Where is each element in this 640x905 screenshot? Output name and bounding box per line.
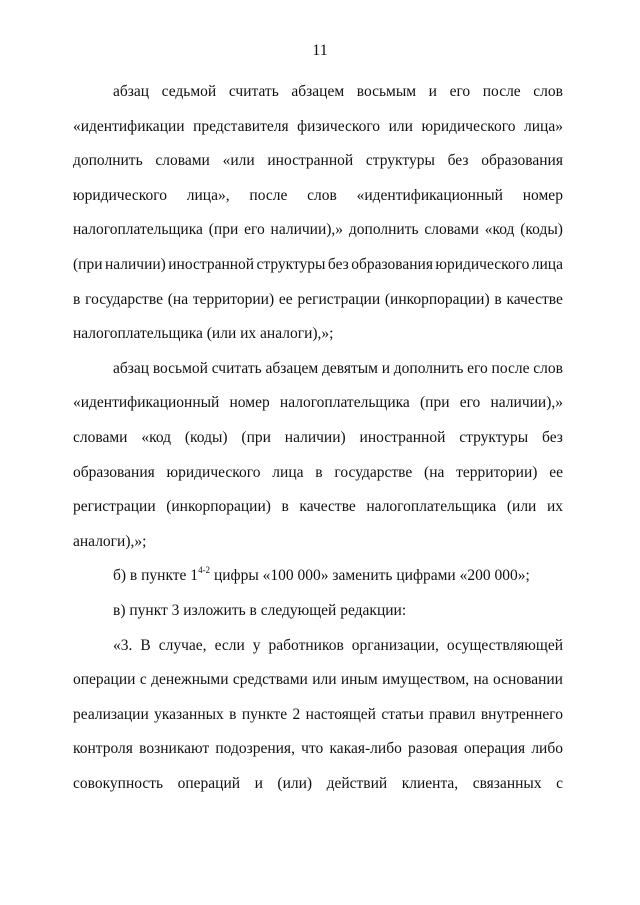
word: разовая xyxy=(408,740,458,758)
document-body xyxy=(73,82,563,808)
word: в xyxy=(494,290,502,308)
word: налогоплательщика xyxy=(279,394,410,412)
word: связанных xyxy=(472,774,542,792)
word: «код xyxy=(484,221,515,239)
text-line: налогоплательщика (или их аналоги),»; xyxy=(73,325,334,343)
text-line xyxy=(73,566,563,601)
word: государстве xyxy=(85,290,163,308)
word: словами xyxy=(73,428,128,446)
word: в xyxy=(73,290,81,308)
text-line xyxy=(73,151,563,186)
word: иностранной xyxy=(359,428,446,446)
word: имуществом, xyxy=(382,671,470,689)
word: структуры xyxy=(459,428,529,446)
word: случае, xyxy=(158,636,207,654)
word: наличии),» xyxy=(490,394,563,412)
word: слов xyxy=(533,83,563,100)
word: образования xyxy=(351,255,433,273)
word: без xyxy=(447,152,469,170)
word: в xyxy=(281,498,289,516)
text-line xyxy=(73,117,563,152)
word: и xyxy=(381,359,391,377)
word: (коды) xyxy=(184,428,228,446)
text-line xyxy=(73,220,563,255)
word: с xyxy=(556,774,563,792)
superscript: 4-2 xyxy=(198,565,211,576)
word: (при xyxy=(419,394,450,412)
page-number: 11 xyxy=(312,42,328,59)
word: что xyxy=(301,740,324,758)
word: представителя xyxy=(193,117,289,135)
text-line xyxy=(73,670,563,705)
word: территории) xyxy=(456,463,538,481)
word: без xyxy=(327,255,349,273)
word: средствами xyxy=(232,671,308,689)
word: территории) xyxy=(192,290,275,308)
word: седьмой xyxy=(161,83,217,100)
word: иностранной xyxy=(267,152,354,170)
word: статьи xyxy=(381,705,424,723)
text-after-superscript: цифры «100 000» заменить цифрами «200 000»; xyxy=(210,567,530,585)
word: наличии) xyxy=(284,428,346,446)
text-line xyxy=(73,428,563,463)
word: юридического xyxy=(166,463,261,481)
word: юридического xyxy=(73,186,167,204)
paragraph xyxy=(73,636,563,809)
word: его xyxy=(244,221,265,239)
word: дополнить xyxy=(393,359,464,377)
word: денежными xyxy=(151,671,229,689)
word: наличии),» xyxy=(270,221,344,239)
word: «идентификационный xyxy=(356,186,503,204)
word: в xyxy=(229,705,237,723)
word: образования xyxy=(73,463,155,481)
word: считать xyxy=(228,83,279,100)
word: «идентификации xyxy=(73,117,185,135)
word: девятым xyxy=(321,359,378,377)
word: и xyxy=(254,774,263,792)
word: иностранной xyxy=(168,255,255,273)
word: «3. xyxy=(113,636,133,654)
word: если xyxy=(214,636,245,654)
word: его xyxy=(467,359,488,377)
word: правил xyxy=(429,705,476,723)
word: дополнить xyxy=(73,152,143,170)
word: восьмой xyxy=(152,359,208,377)
word: В xyxy=(140,636,151,654)
text-line xyxy=(73,82,563,117)
word: физического xyxy=(297,117,381,135)
text-line xyxy=(73,255,563,290)
word: наличии) xyxy=(104,255,166,273)
word: внутреннего xyxy=(480,705,563,723)
word: контроля xyxy=(73,740,133,758)
word: (при xyxy=(241,428,271,446)
word: (инкорпорации) xyxy=(166,498,271,516)
word: какая-либо xyxy=(329,740,402,758)
word: «идентификационный xyxy=(73,394,220,412)
word: в xyxy=(315,463,323,481)
word: государстве xyxy=(334,463,413,481)
word: лица», xyxy=(186,186,230,204)
word: указанных xyxy=(154,705,224,723)
word: пункте xyxy=(241,705,288,723)
paragraph xyxy=(73,566,563,601)
word: или xyxy=(312,671,337,689)
word: его xyxy=(459,394,481,412)
word: реализации xyxy=(73,705,149,723)
text-line xyxy=(73,290,563,325)
word: лица» xyxy=(524,117,563,135)
word: (или xyxy=(506,498,537,516)
word: операции xyxy=(73,671,136,689)
word: основании xyxy=(493,671,563,689)
word: совокупность xyxy=(73,774,164,792)
text-line xyxy=(73,774,563,809)
text-line xyxy=(73,393,563,428)
word: (на xyxy=(424,463,445,481)
paragraph xyxy=(73,82,563,359)
word: ее xyxy=(549,463,563,481)
word: возникают xyxy=(139,740,210,758)
word: (при xyxy=(73,255,103,273)
text-line xyxy=(73,705,563,740)
word: осуществляющей xyxy=(446,636,563,654)
word: лица xyxy=(531,255,563,273)
word: регистрации xyxy=(73,498,156,516)
paragraph xyxy=(73,601,563,636)
word: юридического xyxy=(435,255,530,273)
word: слов xyxy=(307,186,337,204)
word: номер xyxy=(522,186,563,204)
word: ее xyxy=(278,290,293,308)
word: организации, xyxy=(351,636,439,654)
word: дополнить xyxy=(348,221,419,239)
text-before-superscript: б) в пункте 1 xyxy=(113,567,199,585)
word: без xyxy=(542,428,563,446)
word: после xyxy=(491,359,530,377)
word: «или xyxy=(222,152,255,170)
text-line: в) пункт 3 изложить в следующей редакции: xyxy=(113,601,407,619)
word: (или) xyxy=(277,774,313,792)
word: настоящей xyxy=(305,705,376,723)
word: «код xyxy=(141,428,172,446)
word: (коды) xyxy=(520,221,563,239)
word: словами xyxy=(155,152,210,170)
word: налогоплательщика xyxy=(366,498,497,516)
word: структуры xyxy=(365,152,435,170)
word: после xyxy=(249,186,288,204)
text-line xyxy=(73,739,563,774)
word: с xyxy=(139,671,147,689)
word: операций xyxy=(177,774,241,792)
word: работников xyxy=(268,636,344,654)
word: восьмым xyxy=(356,83,417,100)
word: качестве xyxy=(299,498,356,516)
word: слов xyxy=(533,359,563,377)
word: подозрения, xyxy=(215,740,295,758)
word: действий xyxy=(326,774,388,792)
word: абзац xyxy=(113,359,150,377)
word: структуры xyxy=(256,255,326,273)
word: 2 xyxy=(292,705,301,723)
word: образования xyxy=(481,152,563,170)
word: после xyxy=(482,83,521,100)
word: их xyxy=(546,498,563,516)
word: юридического xyxy=(421,117,516,135)
word: абзац xyxy=(113,83,150,100)
word: иным xyxy=(340,671,378,689)
word: или xyxy=(388,117,413,135)
text-line xyxy=(73,463,563,498)
word: считать xyxy=(211,359,262,377)
word: операция xyxy=(463,740,526,758)
word: качестве xyxy=(506,290,563,308)
word: абзацем xyxy=(291,83,345,100)
paragraph xyxy=(73,359,563,567)
word: клиента, xyxy=(401,774,459,792)
text-line xyxy=(73,636,563,671)
text-line xyxy=(73,497,563,532)
word: абзацем xyxy=(265,359,319,377)
word: (при xyxy=(208,221,239,239)
word: словами xyxy=(424,221,479,239)
word: регистрации xyxy=(297,290,381,308)
word: у xyxy=(252,636,261,654)
word: его xyxy=(449,83,471,100)
word: налогоплательщика xyxy=(73,221,203,239)
text-line xyxy=(73,186,563,221)
text-line: аналоги),»; xyxy=(73,532,147,550)
word: на xyxy=(473,671,489,689)
word: (на xyxy=(167,290,189,308)
text-line xyxy=(73,359,563,394)
word: (инкорпорации) xyxy=(384,290,490,308)
word: либо xyxy=(531,740,563,758)
word: лица xyxy=(272,463,304,481)
word: номер xyxy=(229,394,270,412)
word: и xyxy=(428,83,437,100)
